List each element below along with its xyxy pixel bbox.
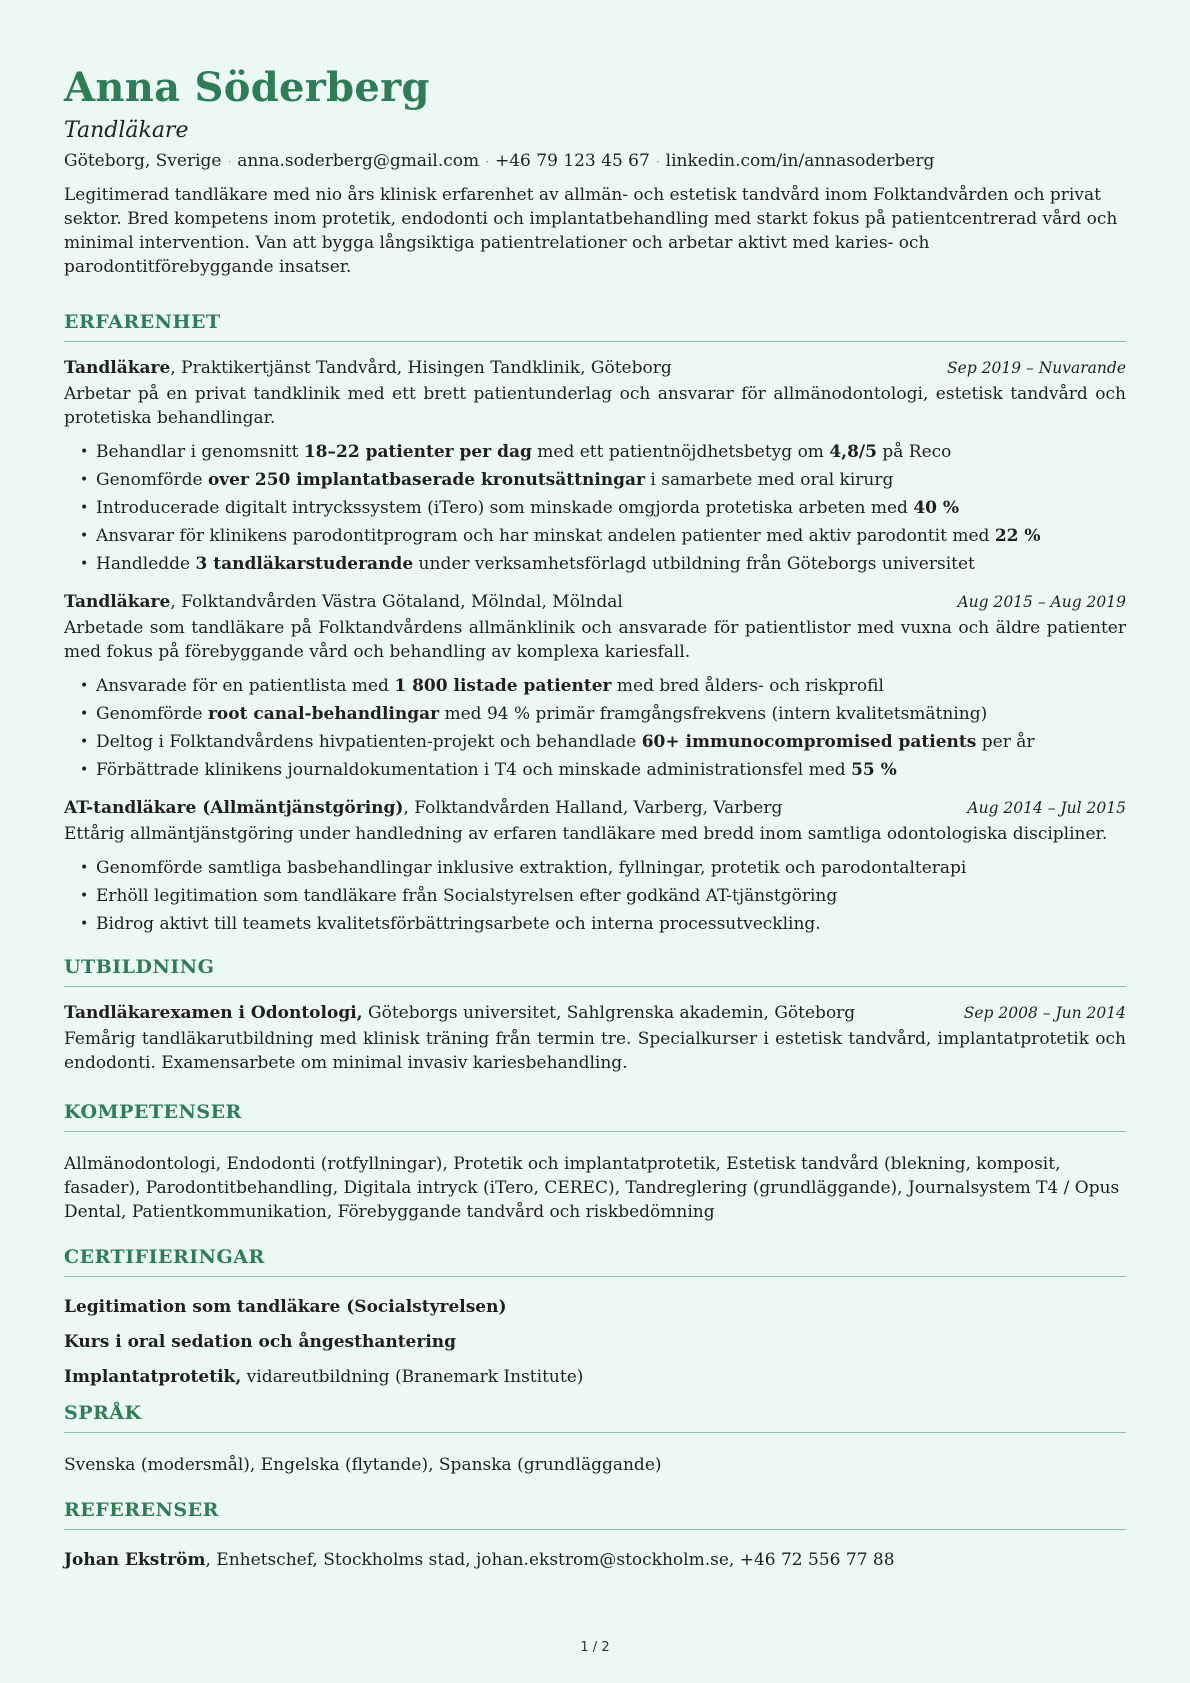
bullet-text: med ett patientnöjdhetsbetyg om — [531, 442, 830, 462]
skills-text: Allmänodontologi, Endodonti (rotfyllningar), Protetik och implantatprotetik, Estetisk tandvård (blekning, komposit, fasader), Parodontitbehandling, Digitala intryck (iTero, CEREC), Tandreglering (grundläggande), Journalsystem T4 / Opus Dental, Patientkommunikation, Förebyggande tandvård och riskbedömning — [64, 1154, 1120, 1222]
section-heading-references: REFERENSER — [64, 1499, 219, 1521]
profile-summary: Legitimerad tandläkare med nio års klinisk erfarenhet av allmän- och estetisk tandvård inom Folktandvården och privat sektor. Bred kompetens inom protetik, endodonti och implantatbehandling med starkt fokus på patientcentrerad vård och minimal intervention. Van att bygga långsiktiga patientrelationer och arbetar aktivt med karies- och parodontitförebyggande insatser. — [64, 185, 1118, 277]
job-employer: , Praktikertjänst Tandvård, Hisingen Tandklinik, Göteborg — [170, 358, 672, 378]
bullet-text: Genomförde — [96, 704, 208, 724]
section-heading-languages: SPRÅK — [64, 1402, 142, 1424]
bullet-text: Förbättrade klinikens journaldokumentation i T4 och minskade administrationsfel med — [96, 760, 852, 780]
bullet-text: Deltog i Folktandvårdens hivpatienten-projekt och behandlade — [96, 732, 642, 752]
skills-section — [64, 1099, 1126, 1224]
bullet-text: med bred ålders- och riskprofil — [611, 676, 884, 696]
bullet-text: på Reco — [876, 442, 952, 462]
bullet-item — [80, 494, 1126, 522]
job-bullets — [80, 854, 1126, 938]
certification-detail: vidareutbildning (Branemark Institute) — [241, 1367, 584, 1387]
certification-item — [64, 1295, 1126, 1319]
bullet-text: med 94 % primär framgångsfrekvens (intern kvalitetsmätning) — [439, 704, 988, 724]
job-entry — [64, 796, 1126, 938]
bullet-text: Handledde — [96, 554, 196, 574]
bullet-text: i samarbete med oral kirurg — [645, 470, 894, 490]
bullet-highlight: 18–22 patienter per dag — [303, 442, 532, 462]
bullet-item — [80, 522, 1126, 550]
contact-phone[interactable]: +46 79 123 45 67 — [494, 151, 650, 171]
education-section — [64, 954, 1126, 1075]
job-role: Tandläkare — [64, 592, 171, 612]
bullet-item — [80, 756, 1126, 784]
reference-name: Johan Ekström — [64, 1550, 206, 1570]
section-divider — [64, 1276, 1126, 1277]
job-header — [64, 590, 1126, 614]
bullet-text: under verksamhetsförlagd utbildning från Göteborgs universitet — [413, 554, 975, 574]
bullet-item — [80, 672, 1126, 700]
languages-text: Svenska (modersmål), Engelska (flytande), Spanska (grundläggande) — [64, 1455, 662, 1475]
bullet-text: Introducerade digitalt intryckssystem (iTero) som minskade omgjorda protetiska arbeten med — [96, 498, 914, 518]
bullet-item — [80, 882, 1126, 910]
education-header — [64, 1001, 1126, 1025]
certification-item — [64, 1365, 1126, 1389]
section-heading-experience: ERFARENHET — [64, 311, 221, 333]
section-divider — [64, 1432, 1126, 1433]
certification-name: Implantatprotetik, — [64, 1367, 242, 1387]
bullet-highlight: over 250 implantatbaserade kronutsättningar — [207, 470, 646, 490]
section-divider — [64, 1529, 1126, 1530]
job-bullets — [80, 438, 1126, 578]
bullet-item — [80, 550, 1126, 578]
bullet-text: per år — [976, 732, 1035, 752]
bullet-text: Genomförde samtliga basbehandlingar inklusive extraktion, fyllningar, protetik och parodontalterapi — [96, 858, 967, 878]
certification-name: Legitimation som tandläkare (Socialstyrelsen) — [64, 1297, 507, 1317]
bullet-text: Erhöll legitimation som tandläkare från Socialstyrelsen efter godkänd AT-tjänstgöring — [96, 886, 838, 906]
job-role: Tandläkare — [64, 358, 171, 378]
section-heading-certifications: CERTIFIERINGAR — [64, 1246, 265, 1268]
job-description: Ettårig allmäntjänstgöring under handledning av erfaren tandläkare med bredd inom samtliga odontologiska discipliner. — [64, 824, 1108, 844]
bullet-text: Behandlar i genomsnitt — [96, 442, 304, 462]
languages-section — [64, 1400, 1126, 1477]
job-role: AT-tandläkare (Allmäntjänstgöring) — [64, 798, 404, 818]
job-date: Aug 2015 – Aug 2019 — [957, 593, 1126, 611]
contact-email[interactable]: anna.soderberg@gmail.com — [237, 151, 480, 171]
certification-item — [64, 1330, 1126, 1354]
certification-list — [64, 1295, 1126, 1389]
references-section — [64, 1497, 1126, 1572]
bullet-item — [80, 910, 1126, 938]
job-employer: , Folktandvården Västra Götaland, Mölndal, Mölndal — [170, 592, 623, 612]
reference-entry — [64, 1548, 1126, 1572]
bullet-item — [80, 728, 1126, 756]
bullet-item — [80, 466, 1126, 494]
bullet-highlight: 40 % — [913, 498, 960, 518]
education-school: Göteborgs universitet, Sahlgrenska akademin, Göteborg — [362, 1003, 856, 1023]
section-divider — [64, 1131, 1126, 1132]
candidate-title: Tandläkare — [64, 118, 189, 143]
bullet-item — [80, 438, 1126, 466]
job-employer: , Folktandvården Halland, Varberg, Varberg — [403, 798, 783, 818]
job-description: Arbetade som tandläkare på Folktandvårdens allmänklinik och ansvarade för patientlistor med vuxna och äldre patienter med fokus på förebyggande vård och behandling av komplexa kariesfall. — [64, 618, 1126, 662]
job-bullets — [80, 672, 1126, 784]
certification-name: Kurs i oral sedation och ångesthantering — [64, 1332, 457, 1352]
bullet-highlight: 60+ immunocompromised patients — [641, 732, 977, 752]
bullet-highlight: 22 % — [994, 526, 1041, 546]
bullet-highlight: 4,8/5 — [829, 442, 877, 462]
job-list — [64, 356, 1126, 938]
job-header — [64, 356, 1126, 380]
bullet-highlight: 55 % — [851, 760, 897, 780]
section-divider — [64, 341, 1126, 342]
education-degree: Tandläkarexamen i Odontologi, — [64, 1003, 363, 1023]
bullet-item — [80, 854, 1126, 882]
bullet-highlight: root canal-behandlingar — [207, 704, 440, 724]
reference-details: , Enhetschef, Stockholms stad, johan.ekstrom@stockholm.se, +46 72 556 77 88 — [205, 1550, 895, 1570]
bullet-highlight: 3 tandläkarstuderande — [195, 554, 414, 574]
contact-separator: · — [655, 155, 660, 169]
contact-linkedin[interactable]: linkedin.com/in/annasoderberg — [665, 151, 935, 171]
experience-section — [64, 309, 1126, 938]
job-entry — [64, 590, 1126, 784]
contact-separator: · — [485, 155, 489, 169]
bullet-item — [80, 700, 1126, 728]
bullet-text: Ansvarar för klinikens parodontitprogram och har minskat andelen patienter med aktiv parodontit med — [96, 526, 995, 546]
job-description: Arbetar på en privat tandklinik med ett brett patientunderlag och ansvarar för allmänodontologi, estetisk tandvård och protetiska behandlingar. — [64, 384, 1126, 428]
contact-separator: · — [227, 155, 232, 169]
education-date: Sep 2008 – Jun 2014 — [963, 1004, 1126, 1022]
contact-line — [64, 148, 1126, 175]
job-date: Aug 2014 – Jul 2015 — [967, 799, 1126, 817]
section-divider — [64, 986, 1126, 987]
education-description: Femårig tandläkarutbildning med klinisk träning från termin tre. Specialkurser i estetisk tandvård, implantatprotetik och endodonti. Examensarbete om minimal invasiv kariesbehandling. — [64, 1029, 1126, 1073]
job-header — [64, 796, 1126, 820]
bullet-text: Bidrog aktivt till teamets kvalitetsförbättringsarbete och interna processutveckling. — [96, 914, 821, 934]
bullet-text: Ansvarade för en patientlista med — [96, 676, 395, 696]
bullet-text: Genomförde — [96, 470, 208, 490]
job-date: Sep 2019 – Nuvarande — [947, 359, 1126, 377]
section-heading-education: UTBILDNING — [64, 956, 215, 978]
certifications-section — [64, 1244, 1126, 1389]
job-entry — [64, 356, 1126, 578]
bullet-highlight: 1 800 listade patienter — [394, 676, 612, 696]
contact-location: Göteborg, Sverige — [64, 151, 222, 171]
page-number: 1 / 2 — [580, 1640, 610, 1655]
candidate-name: Anna Söderberg — [64, 64, 430, 111]
section-heading-skills: KOMPETENSER — [64, 1101, 242, 1123]
